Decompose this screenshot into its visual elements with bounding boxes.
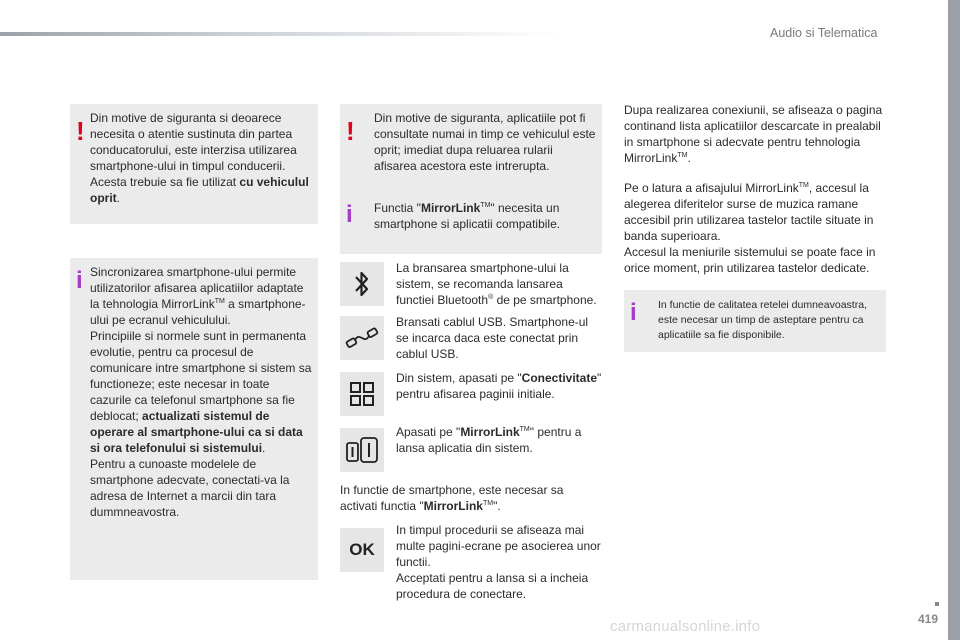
warning-text: Din motive de siguranta si deoarece necesita o atentie sustinuta din partea conducatorului, este interzisa utilizarea smartphone-ului in timpul conducerii. Acesta trebuie sa fie utilizat cu vehiculul oprit. (90, 111, 309, 205)
page-edge-strip (948, 0, 960, 640)
mirrorlink-icon-box (340, 428, 384, 472)
right-paragraph-2: Pe o latura a afisajului MirrorLink™, accesul la alegerea diferitelor surse de muzica ramane accesibil prin utilizarea tastelor tactile situate in banda superioara. Accesul la meniurile sistemului se poate face in orice moment, prin utilizarea tastelor dedicate. (624, 181, 876, 275)
info-box-middle (340, 192, 602, 254)
warning-box-left (70, 104, 318, 224)
step-connectivity-text: Din sistem, apasati pe "Conectivitate" pentru afisarea paginii initiale. (396, 371, 602, 401)
activation-note: In functie de smartphone, este necesar sa activati functia "MirrorLink™". (340, 483, 564, 513)
info-box-right (624, 290, 886, 352)
info-text: Sincronizarea smartphone-ului permite utilizatorilor afisarea aplicatiilor adaptate la tehnologia MirrorLink™ a smartphone-ului pe ecranul vehiculului. Principiile si normele sunt in permanenta evolutie, pentru ca procesul de comunicare intre smartphone si sistem sa functioneze; este necesar in toate cazurile ca telefonul smartphone sa fie deblocat; actualizati sistemul de operare al smartphone-ului ca si data si ora telefonului si sistemului. Pentru a cunoaste modelele de smartphone adecvate, conectati-va la adresa de Internet a marcii din tara dummneavostra. (90, 265, 312, 519)
ok-icon-box (340, 528, 384, 572)
warning-box-middle (340, 104, 602, 192)
page-dot (935, 602, 939, 606)
bluetooth-icon-box (340, 262, 384, 306)
watermark: carmanualsonline.info (610, 618, 761, 635)
mirrorlink-icon (344, 435, 380, 465)
bluetooth-icon (352, 269, 372, 299)
step-mirrorlink-text: Apasati pe "MirrorLink™" pentru a lansa aplicatia din sistem. (396, 425, 582, 455)
step-ok-text: In timpul procedurii se afiseaza mai multe pagini-ecrane pe asocierea unor functii. Acceptati pentru a lansa si a incheia procedura de conectare. (396, 523, 601, 601)
usb-cable-icon (344, 323, 380, 353)
usb-cable-icon-box (340, 316, 384, 360)
warning-icon: ! (76, 116, 85, 146)
step-bluetooth-text: La bransarea smartphone-ului la sistem, se recomanda lansarea functiei Bluetooth® de pe smartphone. (396, 261, 597, 307)
warning-text: Din motive de siguranta, aplicatiile pot fi consultate numai in timp ce vehiculul este oprit; imediat dupa reluarea rularii afisarea acestora este intrerupta. (374, 111, 596, 173)
info-text: In functie de calitatea retelei dumneavoastra, este necesar un timp de asteptare pentru ca aplicatiile sa fie disponibile. (658, 299, 867, 341)
grid-apps-icon-box (340, 372, 384, 416)
info-icon: i (630, 299, 637, 326)
warning-icon: ! (346, 116, 355, 146)
page-number: 419 (918, 612, 939, 626)
info-icon: i (76, 267, 83, 294)
right-paragraph-1: Dupa realizarea conexiunii, se afiseaza o pagina continand lista aplicatiilor descarcate in prealabil in smartphone si adecvate pentru tehnologia MirrorLink™. (624, 103, 883, 165)
info-box-left (70, 258, 318, 580)
header-bar (0, 32, 560, 36)
grid-apps-icon (349, 381, 375, 407)
step-usb-text: Bransati cablul USB. Smartphone-ul se incarca daca este conectat prin cablul USB. (396, 315, 589, 361)
section-title: Audio si Telematica (770, 26, 878, 40)
info-text: Functia "MirrorLink™" necesita un smartphone si aplicatii compatibile. (374, 201, 561, 231)
ok-icon: OK (349, 540, 375, 559)
info-icon: i (346, 201, 353, 228)
